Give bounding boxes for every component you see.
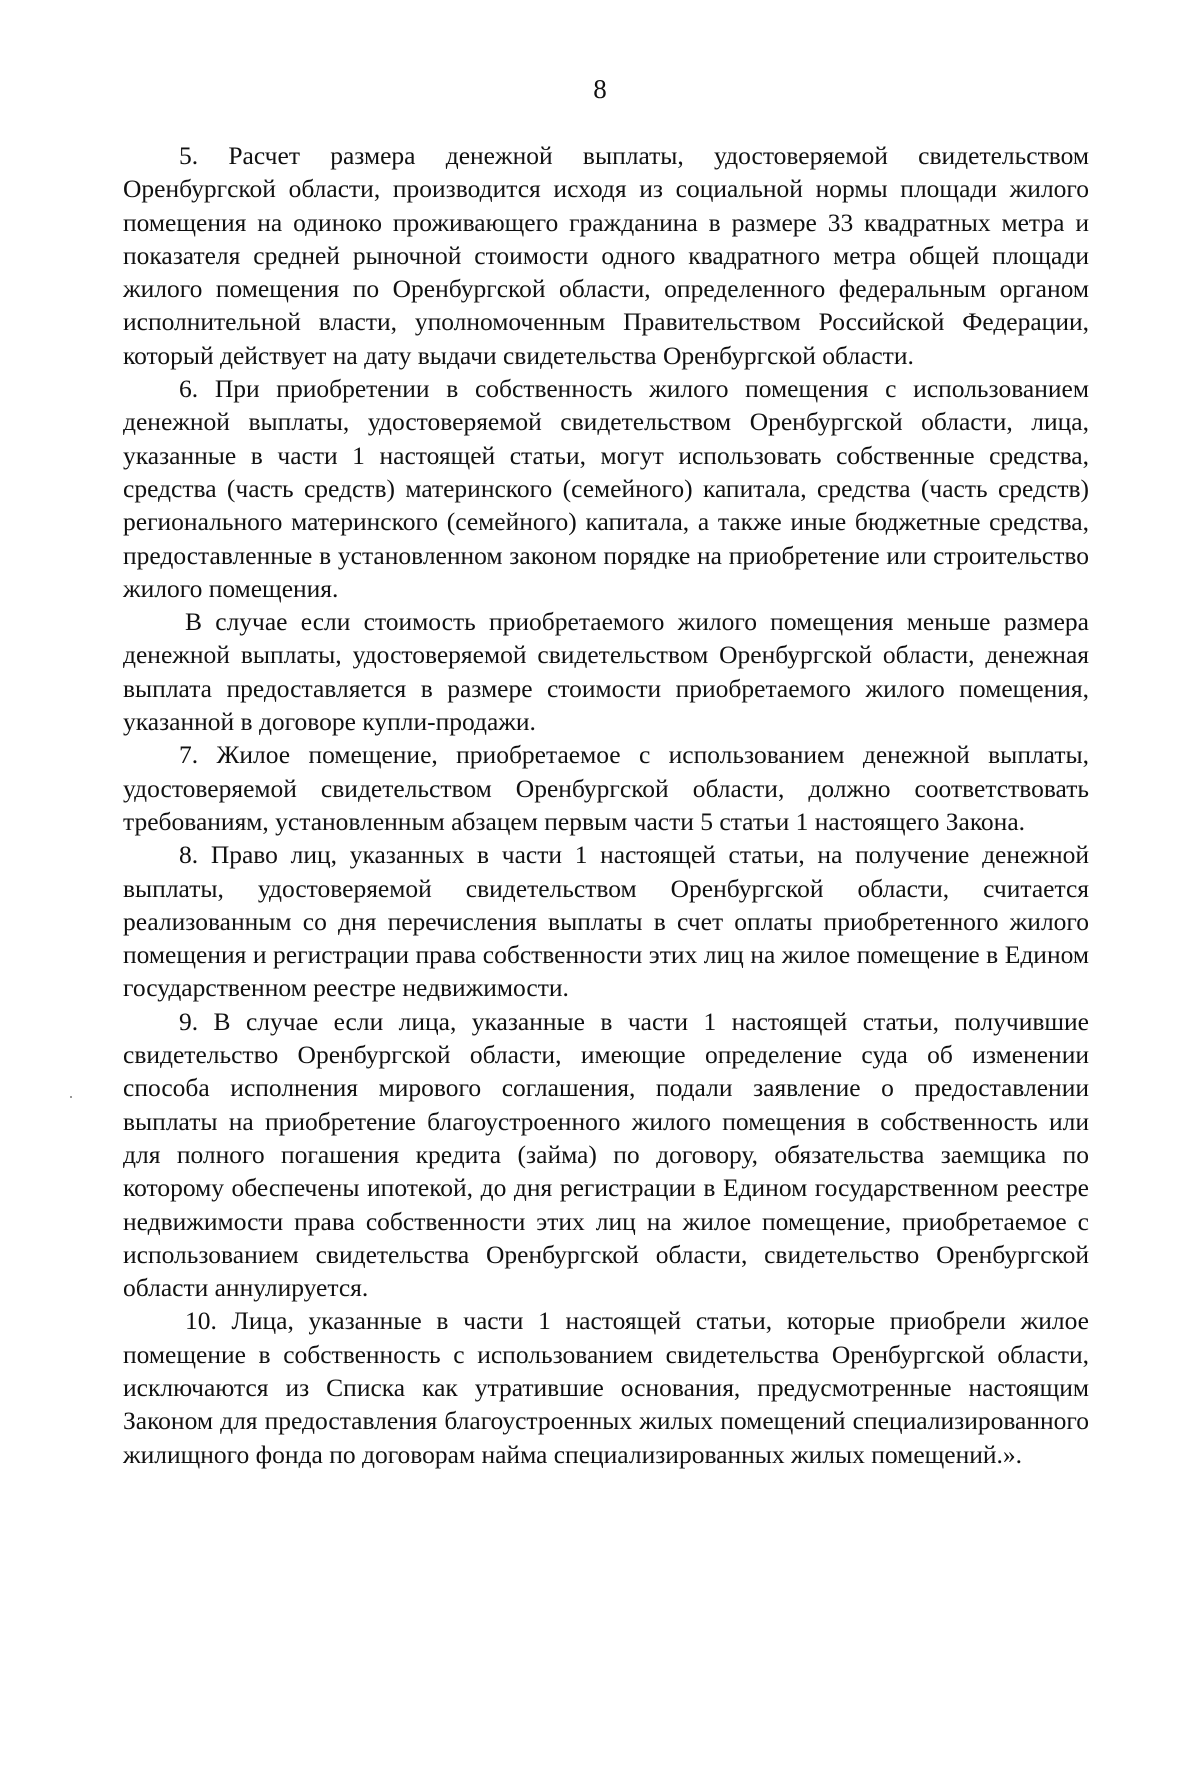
paragraph-clause-6: 6. При приобретении в собственность жилого помещения с использованием денежной выплаты, удостоверяемой свидетельством Оренбургской области, лица, указанные в части 1 настоящей статьи, могут использовать собственные средства, средства (часть средств) материнского (семейного) капитала, средства (часть средств) регионального материнского (семейного) капитала, а также иные бюджетные средства, предоставленные в установленном законом порядке на приобретение или строительство жилого помещения. xyxy=(123,374,1089,603)
page-number: 8 xyxy=(593,74,607,104)
paragraph-clause-9: 9. В случае если лица, указанные в части 1 настоящей статьи, получившие свидетельство Оренбургской области, имеющие определение суда об изменении способа исполнения мирового соглашения, подали заявление о предоставлении выплаты на приобретение благоустроенного жилого помещения в собственность или для полного погашения кредита (займа) по договору, обязательства заемщика по которому обеспечены ипотекой, до дня регистрации в Едином государственном реестре недвижимости права собственности этих лиц на жилое помещение, приобретаемое с использованием свидетельства Оренбургской области, свидетельство Оренбургской области аннулируется. xyxy=(123,1006,1089,1303)
document-body xyxy=(123,139,1089,1471)
scan-speck xyxy=(70,1096,72,1098)
paragraph-clause-8: 8. Право лиц, указанных в части 1 настоящей статьи, на получение денежной выплаты, удостоверяемой свидетельством Оренбургской области, считается реализованным со дня перечисления выплаты в счет оплаты приобретенного жилого помещения и регистрации права собственности этих лиц на жилое помещение в Едином государственном реестре недвижимости. xyxy=(123,840,1089,1003)
paragraph-clause-7: 7. Жилое помещение, приобретаемое с использованием денежной выплаты, удостоверяемой свидетельством Оренбургской области, должно соответствовать требованиям, установленным абзацем первым части 5 статьи 1 настоящего Закона. xyxy=(123,740,1089,836)
paragraph-clause-10: 10. Лица, указанные в части 1 настоящей статьи, которые приобрели жилое помещение в собственность с использованием свидетельства Оренбургской области, исключаются из Списка как утратившие основания, предусмотренные настоящим Законом для предоставления благоустроенных жилых помещений специализированного жилищного фонда по договорам найма специализированных жилых помещений.». xyxy=(123,1306,1089,1469)
paragraph-clause-5: 5. Расчет размера денежной выплаты, удостоверяемой свидетельством Оренбургской области, производится исходя из социальной нормы площади жилого помещения на одиноко проживающего гражданина в размере 33 квадратных метра и показателя средней рыночной стоимости одного квадратного метра общей площади жилого помещения по Оренбургской области, определенного федеральным органом исполнительной власти, уполномоченным Правительством Российской Федерации, который действует на дату выдачи свидетельства Оренбургской области. xyxy=(123,141,1089,370)
paragraph-clause-6-continuation: В случае если стоимость приобретаемого жилого помещения меньше размера денежной выплаты, удостоверяемой свидетельством Оренбургской области, денежная выплата предоставляется в размере стоимости приобретаемого жилого помещения, указанной в договоре купли-продажи. xyxy=(123,607,1089,737)
